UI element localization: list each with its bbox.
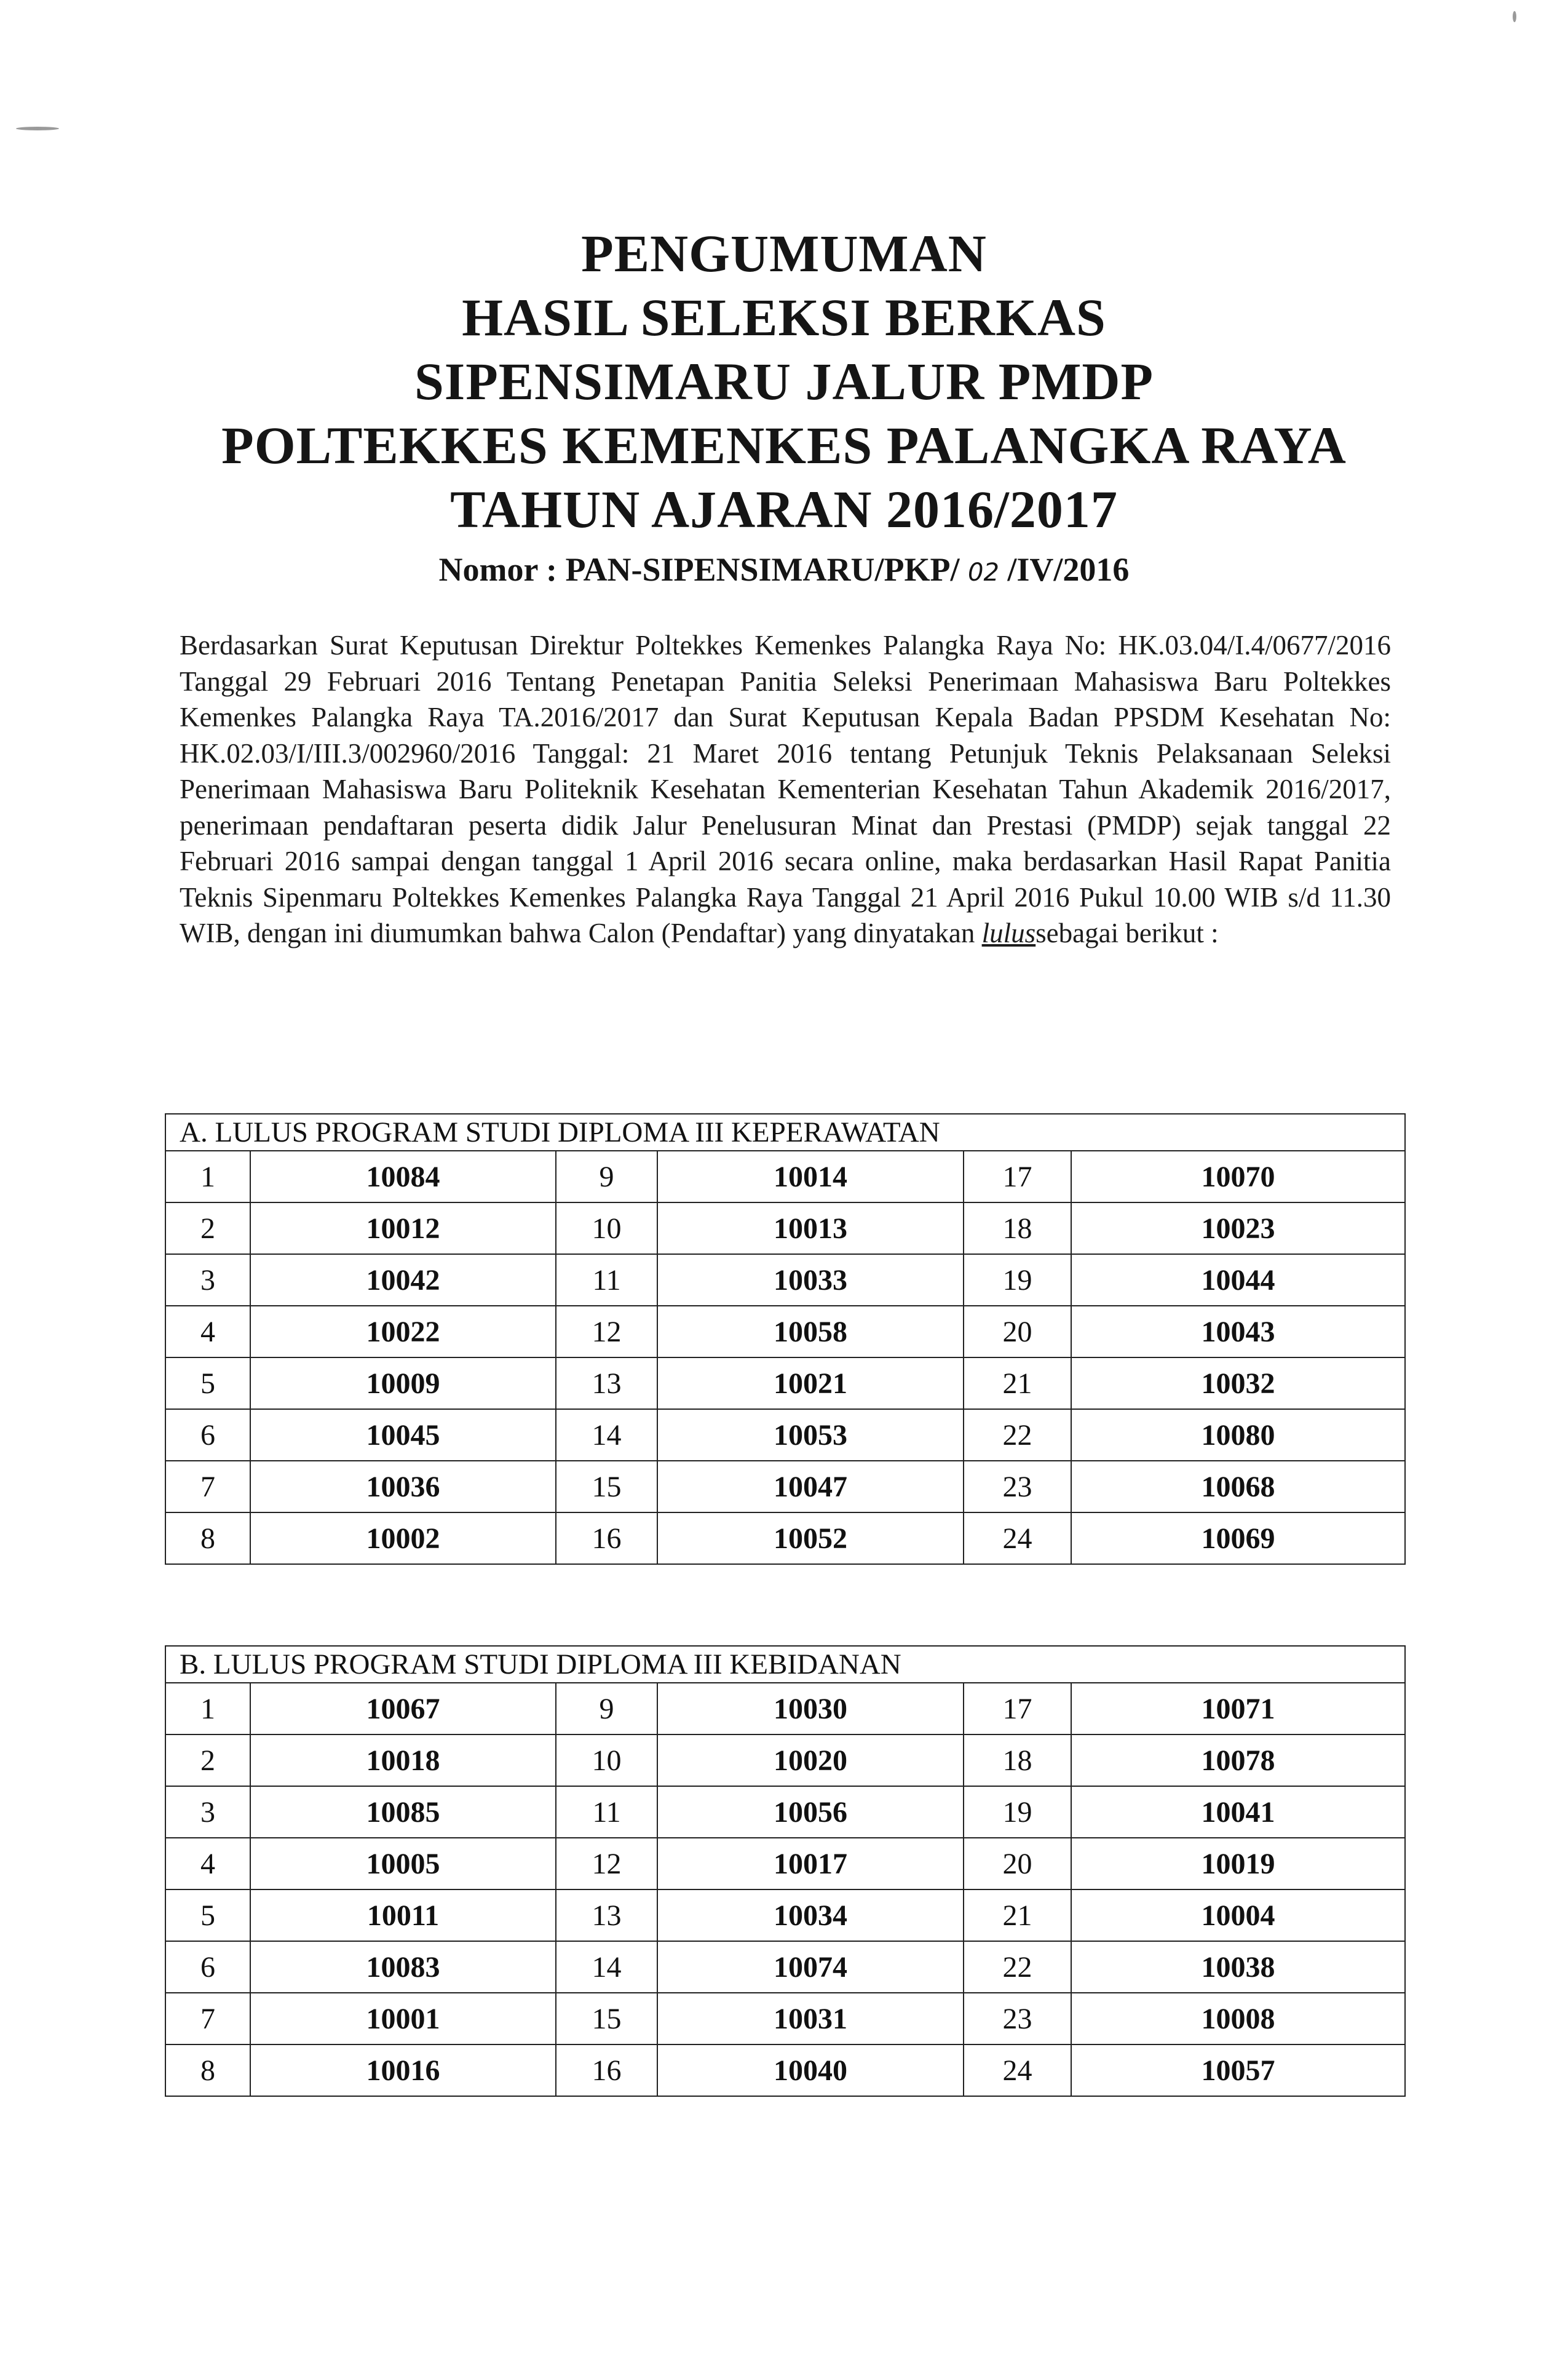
registration-number-cell: 10043: [1071, 1306, 1405, 1357]
rank-cell: 5: [165, 1889, 250, 1941]
paragraph-emphasis: lulus: [981, 918, 1036, 948]
registration-number-cell: 10084: [250, 1151, 556, 1202]
registration-number-cell: 10030: [657, 1683, 964, 1734]
rank-cell: 20: [964, 1838, 1071, 1889]
registration-number-cell: 10004: [1071, 1889, 1405, 1941]
table-row: [165, 1202, 1405, 1254]
rank-cell: 19: [964, 1254, 1071, 1306]
table-row: [165, 1151, 1405, 1202]
document-number: [0, 545, 1568, 597]
rank-cell: 3: [165, 1786, 250, 1838]
rank-cell: 12: [556, 1306, 657, 1357]
registration-number-cell: 10020: [657, 1734, 964, 1786]
registration-number-cell: 10021: [657, 1357, 964, 1409]
registration-number-cell: 10014: [657, 1151, 964, 1202]
paragraph-text: Berdasarkan Surat Keputusan Direktur Poltekkes Kemenkes Palangka Raya No: HK.03.04/I.4/0677/2016 Tanggal 29 Februari 2016 Tentang Penetapan Panitia Seleksi Penerimaan Mahasiswa Baru Poltekkes Kemenkes Palangka Raya TA.2016/2017 dan Surat Keputusan Kepala Badan PPSDM Kesehatan No: HK.02.03/I/III.3/002960/2016 Tanggal: 21 Maret 2016 tentang Petunjuk Teknis Pelaksanaan Seleksi Penerimaan Mahasiswa Baru Politeknik Kesehatan Kementerian Kesehatan Tahun Akademik 2016/2017, penerimaan pendaftaran peserta didik Jalur Penelusuran Minat dan Prestasi (PMDP) sejak tanggal 22 Februari 2016 sampai dengan tanggal 1 April 2016 secara online, maka berdasarkan Hasil Rapat Panitia Teknis Sipenmaru Poltekkes Kemenkes Palangka Raya Tanggal 21 April 2016 Pukul 10.00 WIB s/d 11.30 WIB, dengan ini diumumkan bahwa Calon (Pendaftar) yang dinyatakan: [180, 630, 1391, 948]
rank-cell: 8: [165, 2044, 250, 2096]
rank-cell: 3: [165, 1254, 250, 1306]
rank-cell: 6: [165, 1409, 250, 1461]
results-table-midwifery: [165, 1645, 1406, 2097]
registration-number-cell: 10032: [1071, 1357, 1405, 1409]
rank-cell: 22: [964, 1409, 1071, 1461]
registration-number-cell: 10070: [1071, 1151, 1405, 1202]
registration-number-cell: 10034: [657, 1889, 964, 1941]
registration-number-cell: 10052: [657, 1512, 964, 1564]
registration-number-cell: 10085: [250, 1786, 556, 1838]
rank-cell: 11: [556, 1786, 657, 1838]
registration-number-cell: 10033: [657, 1254, 964, 1306]
registration-number-cell: 10053: [657, 1409, 964, 1461]
rank-cell: 9: [556, 1151, 657, 1202]
document-number-suffix: /IV/2016: [1007, 551, 1130, 588]
rank-cell: 7: [165, 1461, 250, 1512]
rank-cell: 10: [556, 1734, 657, 1786]
rank-cell: 1: [165, 1151, 250, 1202]
registration-number-cell: 10013: [657, 1202, 964, 1254]
title-line-2: HASIL SELEKSI BERKAS: [462, 288, 1106, 347]
rank-cell: 15: [556, 1993, 657, 2044]
rank-cell: 16: [556, 2044, 657, 2096]
rank-cell: 15: [556, 1461, 657, 1512]
rank-cell: 14: [556, 1409, 657, 1461]
registration-number-cell: 10069: [1071, 1512, 1405, 1564]
table-row: [165, 1357, 1405, 1409]
rank-cell: 17: [964, 1683, 1071, 1734]
registration-number-cell: 10042: [250, 1254, 556, 1306]
title-line-4: POLTEKKES KEMENKES PALANGKA RAYA: [221, 416, 1347, 475]
registration-number-cell: 10017: [657, 1838, 964, 1889]
rank-cell: 6: [165, 1941, 250, 1993]
registration-number-cell: 10068: [1071, 1461, 1405, 1512]
registration-number-cell: 10045: [250, 1409, 556, 1461]
registration-number-cell: 10008: [1071, 1993, 1405, 2044]
rank-cell: 4: [165, 1306, 250, 1357]
registration-number-cell: 10058: [657, 1306, 964, 1357]
rank-cell: 18: [964, 1202, 1071, 1254]
registration-number-cell: 10031: [657, 1993, 964, 2044]
table-row: [165, 1941, 1405, 1993]
title-line-5: TAHUN AJARAN 2016/2017: [450, 480, 1118, 539]
table-row: [165, 1993, 1405, 2044]
registration-number-cell: 10019: [1071, 1838, 1405, 1889]
rank-cell: 17: [964, 1151, 1071, 1202]
rank-cell: 21: [964, 1357, 1071, 1409]
registration-number-cell: 10005: [250, 1838, 556, 1889]
rank-cell: 7: [165, 1993, 250, 2044]
registration-number-cell: 10012: [250, 1202, 556, 1254]
scan-mark: [16, 127, 59, 130]
registration-number-cell: 10018: [250, 1734, 556, 1786]
registration-number-cell: 10056: [657, 1786, 964, 1838]
table-row: [165, 1461, 1405, 1512]
registration-number-cell: 10071: [1071, 1683, 1405, 1734]
rank-cell: 24: [964, 1512, 1071, 1564]
registration-number-cell: 10038: [1071, 1941, 1405, 1993]
rank-cell: 8: [165, 1512, 250, 1564]
rank-cell: 13: [556, 1357, 657, 1409]
registration-number-cell: 10011: [250, 1889, 556, 1941]
registration-number-cell: 10047: [657, 1461, 964, 1512]
announcement-paragraph: [180, 627, 1391, 952]
rank-cell: 22: [964, 1941, 1071, 1993]
registration-number-cell: 10009: [250, 1357, 556, 1409]
table-header-row: [165, 1114, 1405, 1151]
rank-cell: 4: [165, 1838, 250, 1889]
rank-cell: 18: [964, 1734, 1071, 1786]
rank-cell: 12: [556, 1838, 657, 1889]
registration-number-cell: 10002: [250, 1512, 556, 1564]
rank-cell: 13: [556, 1889, 657, 1941]
registration-number-cell: 10036: [250, 1461, 556, 1512]
registration-number-cell: 10074: [657, 1941, 964, 1993]
table-row: [165, 1512, 1405, 1564]
table-row: [165, 1734, 1405, 1786]
registration-number-cell: 10057: [1071, 2044, 1405, 2096]
rank-cell: 9: [556, 1683, 657, 1734]
table-row: [165, 1786, 1405, 1838]
registration-number-cell: 10083: [250, 1941, 556, 1993]
rank-cell: 2: [165, 1202, 250, 1254]
rank-cell: 23: [964, 1461, 1071, 1512]
table-row: [165, 2044, 1405, 2096]
rank-cell: 23: [964, 1993, 1071, 2044]
rank-cell: 5: [165, 1357, 250, 1409]
rank-cell: 24: [964, 2044, 1071, 2096]
registration-number-cell: 10078: [1071, 1734, 1405, 1786]
registration-number-cell: 10023: [1071, 1202, 1405, 1254]
rank-cell: 14: [556, 1941, 657, 1993]
title-line-1: PENGUMUMAN: [581, 224, 987, 283]
rank-cell: 2: [165, 1734, 250, 1786]
table-row: [165, 1683, 1405, 1734]
table-header: B. LULUS PROGRAM STUDI DIPLOMA III KEBIDANAN: [165, 1646, 1405, 1683]
rank-cell: 19: [964, 1786, 1071, 1838]
table-row: [165, 1306, 1405, 1357]
registration-number-cell: 10022: [250, 1306, 556, 1357]
registration-number-cell: 10044: [1071, 1254, 1405, 1306]
scan-mark: [1513, 11, 1516, 22]
rank-cell: 10: [556, 1202, 657, 1254]
table-row: [165, 1409, 1405, 1461]
document-number-prefix: Nomor : PAN-SIPENSIMARU/PKP/: [438, 551, 960, 588]
table-row: [165, 1889, 1405, 1941]
rank-cell: 11: [556, 1254, 657, 1306]
rank-cell: 1: [165, 1683, 250, 1734]
announcement-title: [0, 221, 1568, 597]
registration-number-cell: 10067: [250, 1683, 556, 1734]
registration-number-cell: 10080: [1071, 1409, 1405, 1461]
title-line-3: SIPENSIMARU JALUR PMDP: [414, 352, 1154, 411]
registration-number-cell: 10016: [250, 2044, 556, 2096]
table-row: [165, 1838, 1405, 1889]
rank-cell: 16: [556, 1512, 657, 1564]
registration-number-cell: 10001: [250, 1993, 556, 2044]
rank-cell: 20: [964, 1306, 1071, 1357]
table-row: [165, 1254, 1405, 1306]
table-header: A. LULUS PROGRAM STUDI DIPLOMA III KEPERAWATAN: [165, 1114, 1405, 1151]
paragraph-text-end: sebagai berikut :: [1035, 918, 1219, 948]
registration-number-cell: 10040: [657, 2044, 964, 2096]
registration-number-cell: 10041: [1071, 1786, 1405, 1838]
results-table-nursing: [165, 1113, 1406, 1565]
table-header-row: [165, 1646, 1405, 1683]
document-number-handwritten: 02: [968, 558, 999, 587]
rank-cell: 21: [964, 1889, 1071, 1941]
